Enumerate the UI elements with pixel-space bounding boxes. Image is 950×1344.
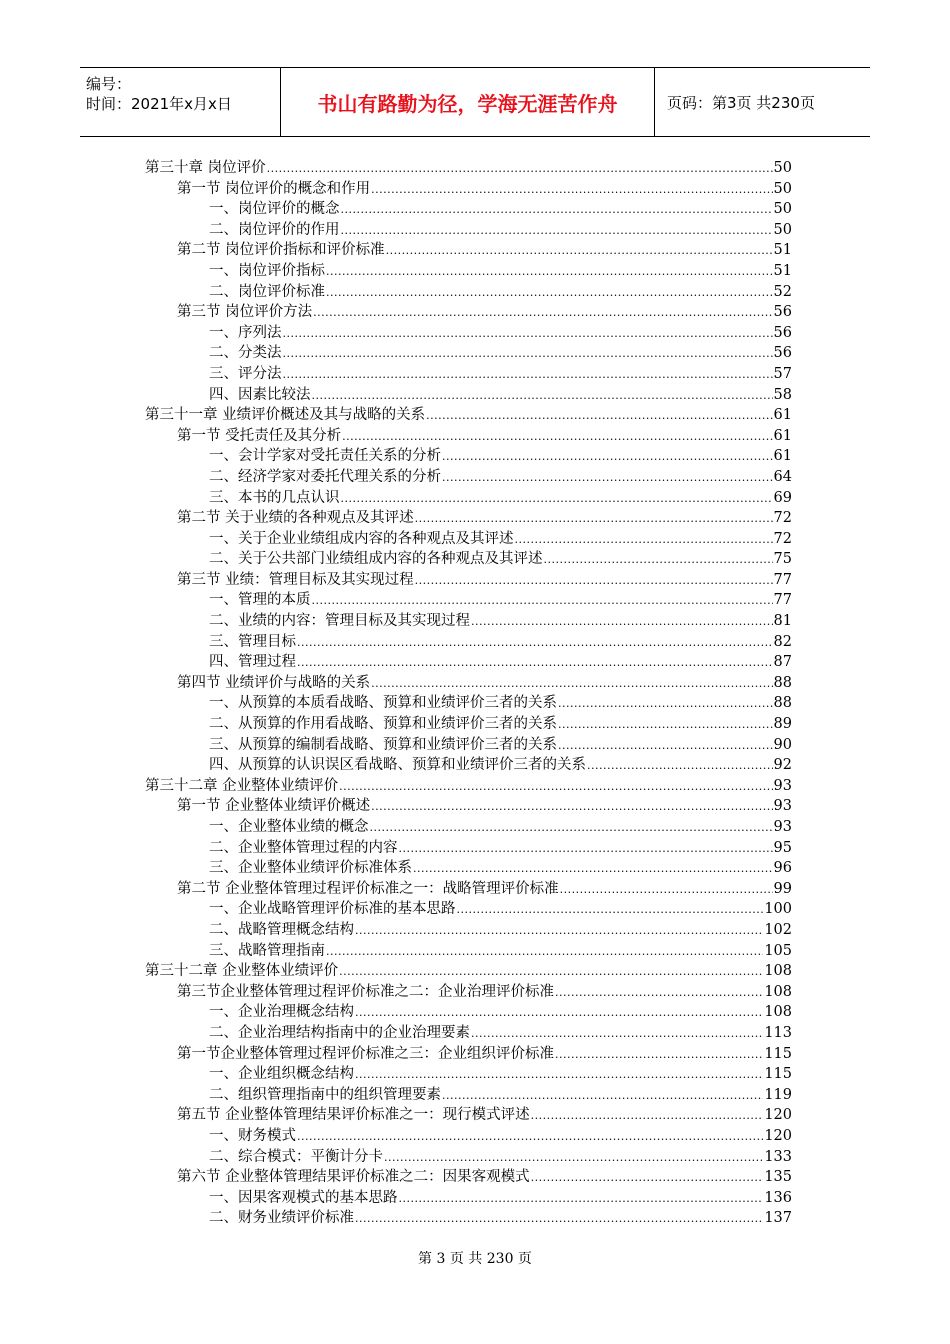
toc-entry-page: 102 [764, 921, 792, 938]
toc-entry[interactable] [145, 488, 792, 509]
toc-entry[interactable] [145, 1105, 792, 1126]
toc-entry-page: 56 [773, 304, 792, 321]
toc-entry-page: 93 [773, 777, 792, 794]
toc-entry-title: 一、财务模式 [209, 1127, 296, 1144]
toc-entry-page: 120 [764, 1127, 792, 1144]
toc-leader-dots [555, 982, 763, 1004]
toc-entry-title: 一、关于企业业绩组成内容的各种观点及其评述 [209, 530, 514, 547]
page-footer: 第 3 页 共 230 页 [418, 1251, 532, 1267]
toc-entry-title: 二、岗位评价的作用 [209, 221, 340, 238]
number-label: 编号： [86, 75, 132, 93]
toc-leader-dots [371, 179, 772, 201]
toc-entry[interactable] [145, 673, 792, 694]
toc-leader-dots [267, 158, 773, 180]
toc-entry-title: 四、因素比较法 [209, 386, 311, 403]
toc-entry[interactable] [145, 529, 792, 550]
toc-entry[interactable] [145, 1085, 792, 1106]
toc-entry[interactable] [145, 1064, 792, 1085]
toc-leader-dots [312, 590, 773, 612]
toc-leader-dots [355, 1002, 763, 1024]
toc-leader-dots [415, 570, 773, 592]
toc-leader-dots [341, 220, 773, 242]
toc-leader-dots [283, 364, 773, 386]
toc-leader-dots [355, 1208, 763, 1230]
toc-entry-page: 50 [773, 201, 792, 218]
toc-leader-dots [342, 426, 772, 448]
toc-entry-page: 72 [773, 530, 792, 547]
toc-entry-page: 120 [764, 1107, 792, 1124]
toc-entry-title: 第三十一章 业绩评价概述及其与战略的关系 [145, 407, 426, 424]
toc-leader-dots [558, 735, 773, 757]
toc-entry-title: 第二节 岗位评价指标和评价标准 [177, 242, 385, 259]
toc-entry-page: 136 [764, 1189, 792, 1206]
toc-entry[interactable] [145, 1208, 792, 1229]
toc-leader-dots [297, 632, 773, 654]
page-header [80, 67, 870, 137]
toc-entry-page: 115 [764, 1066, 792, 1083]
toc-entry-title: 二、企业治理结构指南中的企业治理要素 [209, 1024, 470, 1041]
toc-entry[interactable] [145, 796, 792, 817]
toc-entry[interactable] [145, 1188, 792, 1209]
toc-entry-page: 88 [773, 695, 792, 712]
toc-entry-page: 92 [773, 757, 792, 774]
toc-entry-title: 三、企业整体业绩评价标准体系 [209, 860, 412, 877]
toc-entry-title: 第一节企业整体管理过程评价标准之三：企业组织评价标准 [177, 1045, 554, 1062]
toc-entry-page: 50 [773, 160, 792, 176]
toc-leader-dots [442, 446, 773, 468]
toc-entry-title: 第一节 岗位评价的概念和作用 [177, 180, 371, 197]
toc-entry-page: 72 [773, 510, 792, 527]
toc-entry-page: 115 [764, 1045, 792, 1062]
toc-entry-title: 二、企业整体管理过程的内容 [209, 839, 398, 856]
toc-entry-page: 61 [773, 427, 792, 444]
toc-entry-page: 93 [773, 819, 792, 835]
toc-leader-dots [587, 755, 773, 777]
toc-leader-dots [384, 1147, 763, 1169]
toc-entry-page: 93 [773, 798, 792, 815]
toc-leader-dots [371, 673, 772, 695]
toc-entry[interactable] [145, 179, 792, 200]
toc-leader-dots [471, 611, 773, 633]
toc-entry[interactable] [145, 158, 792, 179]
toc-entry-page: 95 [773, 839, 792, 856]
toc-entry-page: 108 [764, 1004, 792, 1021]
toc-entry-title: 二、战略管理概念结构 [209, 921, 354, 938]
toc-leader-dots [531, 1105, 764, 1127]
toc-entry[interactable] [145, 261, 792, 282]
toc-entry[interactable] [145, 446, 792, 467]
toc-entry-title: 一、因果客观模式的基本思路 [209, 1189, 398, 1206]
toc-entry-page: 137 [764, 1210, 792, 1227]
toc-leader-dots [558, 693, 773, 715]
toc-entry-page: 58 [773, 386, 792, 403]
toc-entry[interactable] [145, 199, 792, 220]
toc-entry[interactable] [145, 1002, 792, 1023]
toc-entry-page: 133 [764, 1148, 792, 1165]
toc-entry-page: 64 [773, 468, 792, 485]
toc-leader-dots [442, 1085, 763, 1107]
toc-entry[interactable] [145, 776, 792, 797]
toc-entry[interactable] [145, 282, 792, 303]
toc-entry-title: 一、企业组织概念结构 [209, 1066, 354, 1083]
toc-entry[interactable] [145, 467, 792, 488]
toc-leader-dots [457, 899, 764, 921]
toc-entry[interactable] [145, 941, 792, 962]
toc-leader-dots [313, 302, 772, 324]
toc-entry-title: 三、从预算的编制看战略、预算和业绩评价三者的关系 [209, 736, 557, 753]
toc-entry[interactable] [145, 838, 792, 859]
toc-leader-dots [326, 261, 773, 283]
toc-entry-title: 第二节 关于业绩的各种观点及其评述 [177, 510, 414, 527]
toc-entry-page: 56 [773, 345, 792, 362]
toc-entry[interactable] [145, 735, 792, 756]
toc-entry[interactable] [145, 879, 792, 900]
toc-entry-title: 第三十章 岗位评价 [145, 160, 266, 176]
toc-entry-title: 二、组织管理指南中的组织管理要素 [209, 1086, 441, 1103]
toc-entry-page: 57 [773, 365, 792, 382]
toc-entry-page: 96 [773, 860, 792, 877]
toc-entry[interactable] [145, 1023, 792, 1044]
toc-leader-dots [442, 467, 773, 489]
toc-entry[interactable] [145, 426, 792, 447]
toc-leader-dots [399, 1188, 764, 1210]
toc-entry-page: 77 [773, 571, 792, 588]
toc-leader-dots [355, 1064, 763, 1086]
toc-entry[interactable] [145, 1044, 792, 1065]
toc-entry-page: 105 [764, 942, 792, 959]
toc-entry-page: 108 [764, 983, 792, 1000]
toc-entry[interactable] [145, 611, 792, 632]
toc-entry-page: 82 [773, 633, 792, 650]
toc-entry-title: 四、从预算的认识误区看战略、预算和业绩评价三者的关系 [209, 757, 586, 774]
toc-entry-page: 56 [773, 324, 792, 341]
toc-entry-title: 第三节 业绩：管理目标及其实现过程 [177, 571, 414, 588]
header-motto: 书山有路勤为径，学海无涯苦作舟 [281, 68, 655, 136]
toc-leader-dots [560, 879, 773, 901]
toc-entry-title: 第二节 企业整体管理过程评价标准之一：战略管理评价标准 [177, 880, 559, 897]
toc-entry[interactable] [145, 405, 792, 426]
toc-entry[interactable] [145, 1167, 792, 1188]
toc-entry-page: 90 [773, 736, 792, 753]
toc-entry[interactable] [145, 570, 792, 591]
toc-entry-title: 第三节 岗位评价方法 [177, 304, 313, 321]
toc-entry[interactable] [145, 961, 792, 982]
toc-entry-title: 四、管理过程 [209, 654, 296, 671]
toc-leader-dots [371, 796, 772, 818]
toc-leader-dots [555, 1044, 763, 1066]
toc-leader-dots [426, 405, 772, 427]
toc-entry[interactable] [145, 508, 792, 529]
toc-entry-title: 一、岗位评价指标 [209, 262, 325, 279]
toc-leader-dots [415, 508, 773, 530]
toc-entry[interactable] [145, 1126, 792, 1147]
date-label: 时间：2021年x月x日 [86, 95, 232, 113]
toc-entry[interactable] [145, 899, 792, 920]
toc-entry[interactable] [145, 632, 792, 653]
table-of-contents [145, 158, 792, 1229]
toc-entry-title: 二、分类法 [209, 345, 282, 362]
toc-entry-title: 一、从预算的本质看战略、预算和业绩评价三者的关系 [209, 695, 557, 712]
toc-leader-dots [297, 1126, 763, 1148]
toc-entry-page: 69 [773, 489, 792, 506]
toc-entry[interactable] [145, 385, 792, 406]
toc-leader-dots [326, 941, 763, 963]
header-meta [80, 68, 281, 136]
toc-entry-page: 135 [764, 1169, 792, 1186]
toc-entry-page: 108 [764, 963, 792, 980]
toc-entry-title: 一、企业治理概念结构 [209, 1004, 354, 1021]
toc-entry[interactable] [145, 817, 792, 838]
toc-entry-page: 81 [773, 613, 792, 630]
toc-entry-page: 52 [773, 283, 792, 300]
toc-entry-title: 二、从预算的作用看战略、预算和业绩评价三者的关系 [209, 716, 557, 733]
toc-entry[interactable] [145, 693, 792, 714]
toc-entry-page: 113 [764, 1024, 792, 1041]
toc-entry-title: 一、管理的本质 [209, 592, 311, 609]
toc-leader-dots [283, 323, 773, 345]
toc-leader-dots [531, 1167, 764, 1189]
toc-entry-page: 61 [773, 448, 792, 465]
toc-entry-page: 61 [773, 407, 792, 424]
toc-leader-dots [283, 343, 773, 365]
toc-entry[interactable] [145, 549, 792, 570]
toc-entry[interactable] [145, 755, 792, 776]
toc-leader-dots [544, 549, 773, 571]
toc-leader-dots [558, 714, 773, 736]
toc-entry-title: 二、财务业绩评价标准 [209, 1210, 354, 1227]
toc-entry[interactable] [145, 858, 792, 879]
toc-entry-title: 二、经济学家对委托代理关系的分析 [209, 468, 441, 485]
toc-entry-title: 二、综合模式：平衡计分卡 [209, 1148, 383, 1165]
toc-entry-title: 第三十二章 企业整体业绩评价 [145, 963, 339, 980]
toc-entry-title: 一、企业战略管理评价标准的基本思路 [209, 901, 456, 918]
toc-entry-title: 第六节 企业整体管理结果评价标准之二：因果客观模式 [177, 1169, 530, 1186]
toc-leader-dots [341, 199, 773, 221]
toc-entry-page: 89 [773, 716, 792, 733]
toc-entry-title: 三、本书的几点认识 [209, 489, 340, 506]
toc-entry-title: 二、关于公共部门业绩组成内容的各种观点及其评述 [209, 551, 543, 568]
toc-entry-page: 77 [773, 592, 792, 609]
toc-entry-title: 三、管理目标 [209, 633, 296, 650]
toc-leader-dots [471, 1023, 763, 1045]
toc-leader-dots [399, 838, 773, 860]
toc-entry-title: 二、岗位评价标准 [209, 283, 325, 300]
toc-entry[interactable] [145, 364, 792, 385]
toc-entry-title: 第一节 受托责任及其分析 [177, 427, 342, 444]
toc-entry-page: 51 [773, 262, 792, 279]
toc-entry[interactable] [145, 240, 792, 261]
toc-entry-title: 一、会计学家对受托责任关系的分析 [209, 448, 441, 465]
header-page-info: 页码：第3页 共230页 [667, 93, 815, 112]
toc-entry[interactable] [145, 302, 792, 323]
toc-entry-page: 50 [773, 221, 792, 238]
toc-entry-title: 二、业绩的内容：管理目标及其实现过程 [209, 613, 470, 630]
toc-leader-dots [339, 776, 772, 798]
toc-entry-page: 75 [773, 551, 792, 568]
toc-entry[interactable] [145, 920, 792, 941]
toc-entry[interactable] [145, 982, 792, 1003]
toc-entry-title: 第五节 企业整体管理结果评价标准之一：现行模式评述 [177, 1107, 530, 1124]
toc-leader-dots [370, 817, 773, 839]
toc-entry-title: 第三十二章 企业整体业绩评价 [145, 777, 339, 794]
toc-entry[interactable] [145, 323, 792, 344]
toc-leader-dots [297, 652, 773, 674]
toc-entry-page: 88 [773, 674, 792, 691]
toc-entry-page: 100 [764, 901, 792, 918]
toc-entry-page: 51 [773, 242, 792, 259]
toc-leader-dots [355, 920, 763, 942]
toc-leader-dots [326, 282, 773, 304]
toc-leader-dots [515, 529, 773, 551]
toc-entry[interactable] [145, 1147, 792, 1168]
toc-leader-dots [386, 240, 773, 262]
toc-entry-page: 87 [773, 654, 792, 671]
toc-leader-dots [339, 961, 763, 983]
toc-entry[interactable] [145, 714, 792, 735]
toc-entry[interactable] [145, 652, 792, 673]
toc-entry-title: 第三节企业整体管理过程评价标准之二：企业治理评价标准 [177, 983, 554, 1000]
toc-entry-title: 第四节 业绩评价与战略的关系 [177, 674, 371, 691]
toc-entry-page: 99 [773, 880, 792, 897]
toc-entry[interactable] [145, 220, 792, 241]
toc-entry-title: 一、企业整体业绩的概念 [209, 819, 369, 835]
toc-leader-dots [312, 385, 773, 407]
toc-entry-title: 一、序列法 [209, 324, 282, 341]
toc-entry-page: 119 [764, 1086, 792, 1103]
toc-entry-title: 一、岗位评价的概念 [209, 201, 340, 218]
toc-entry-title: 第一节 企业整体业绩评价概述 [177, 798, 371, 815]
toc-entry-title: 三、评分法 [209, 365, 282, 382]
toc-entry-title: 三、战略管理指南 [209, 942, 325, 959]
toc-entry-page: 50 [773, 180, 792, 197]
toc-leader-dots [413, 858, 773, 880]
toc-entry[interactable] [145, 590, 792, 611]
toc-leader-dots [341, 488, 773, 510]
toc-entry[interactable] [145, 343, 792, 364]
